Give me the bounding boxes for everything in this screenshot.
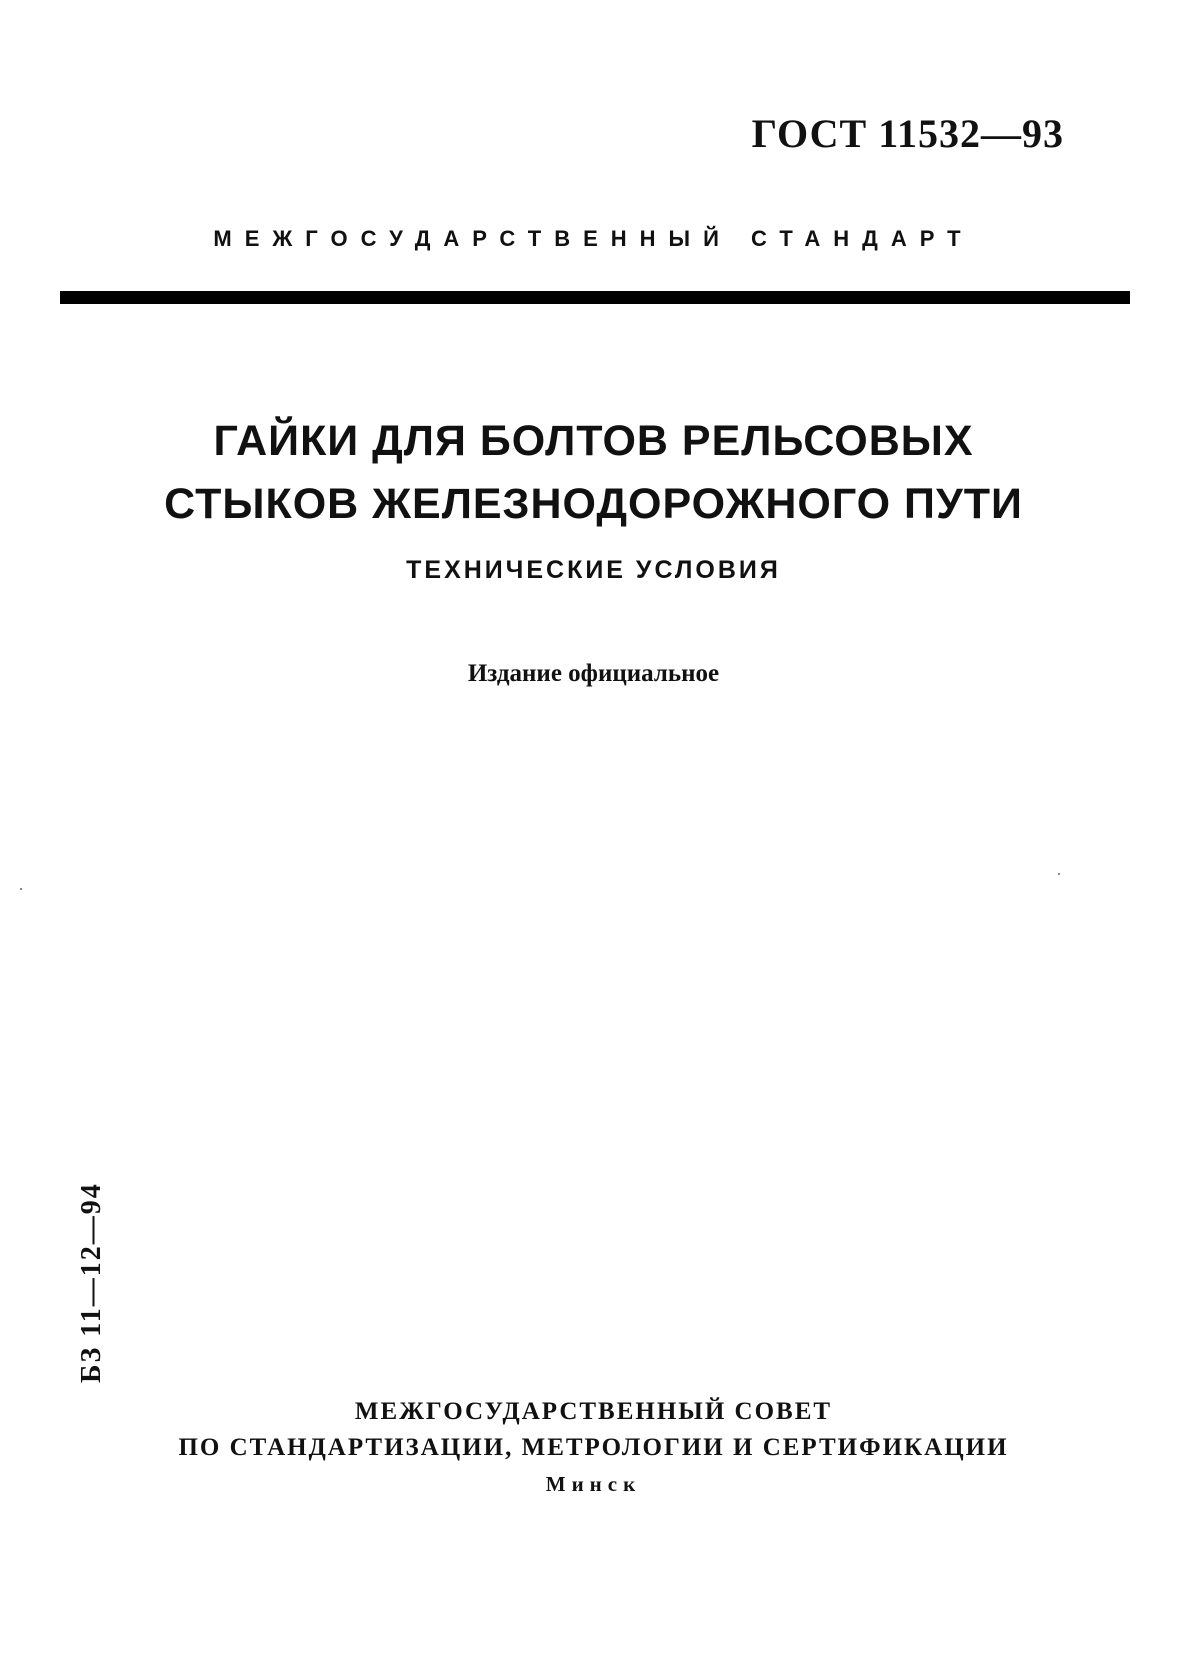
scan-speck (20, 888, 22, 890)
side-stamp: БЗ 11—12—94 (76, 1182, 107, 1383)
document-subtitle: ТЕХНИЧЕСКИЕ УСЛОВИЯ (406, 556, 781, 584)
gost-number: ГОСТ 11532—93 (751, 111, 1064, 156)
publisher-city: Минск (545, 1472, 642, 1496)
document-title (0, 410, 1187, 536)
document-title-line-2: СТЫКОВ ЖЕЛЕЗНОДОРОЖНОГО ПУТИ (164, 480, 1023, 528)
header-divider-rule (60, 291, 1130, 304)
publisher-line-2: ПО СТАНДАРТИЗАЦИИ, МЕТРОЛОГИИ И СЕРТИФИКАЦИИ (178, 1434, 1009, 1461)
edition-note: Издание официальное (467, 660, 720, 687)
publisher-line-1: МЕЖГОСУДАРСТВЕННЫЙ СОВЕТ (354, 1398, 833, 1425)
document-title-line-1: ГАЙКИ ДЛЯ БОЛТОВ РЕЛЬСОВЫХ (213, 417, 974, 465)
standard-kind: МЕЖГОСУДАРСТВЕННЫЙ СТАНДАРТ (213, 226, 974, 251)
scan-speck (1058, 873, 1060, 875)
publisher-block (0, 1394, 1187, 1502)
